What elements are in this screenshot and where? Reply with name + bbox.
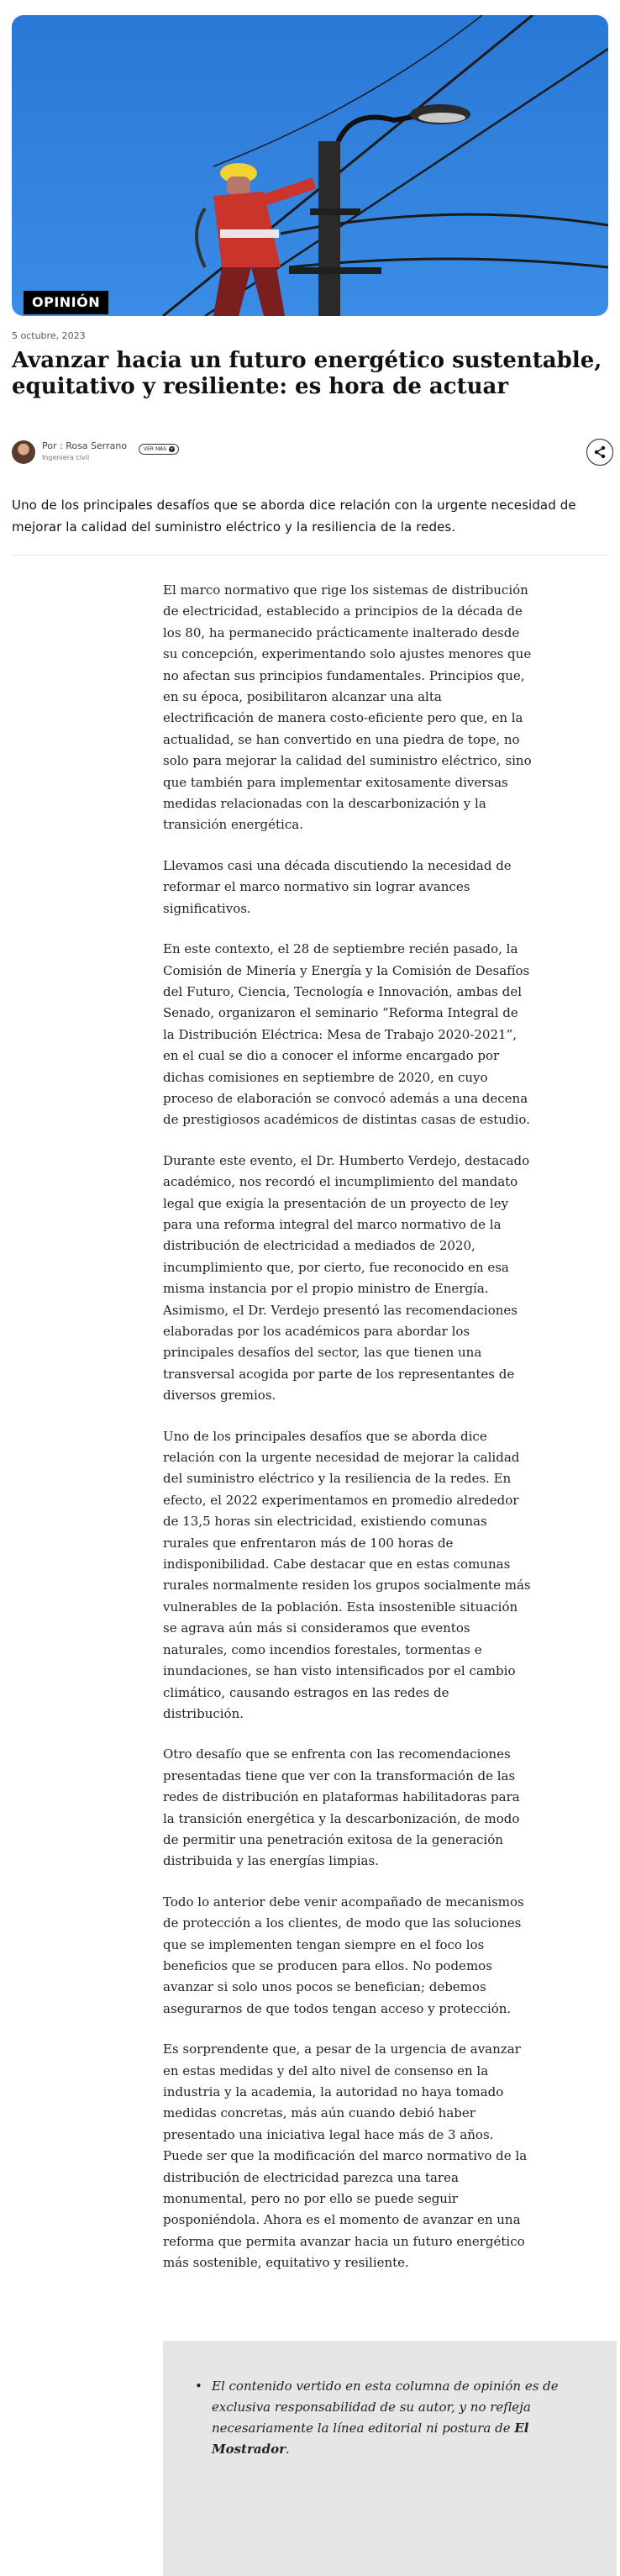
- hero-image: [12, 15, 608, 316]
- see-more-button[interactable]: [139, 444, 179, 455]
- body-paragraph: En este contexto, el 28 de septiembre recién pasado, la Comisión de Minería y Energía y la Comisión de Desafíos del Futuro, Ciencia, Tecnología e Innovación, ambas del Senado, organizaron el seminario “Reforma Integral de la Distribución Eléctrica: Mesa de Trabajo 2020-2021”, en el cual se dio a conocer el informe encargado por dichas comisiones en septiembre de 2020, en cuyo proceso de elaboración se convocó además a una decena de prestigiosos académicos de distintas casas de estudio.: [163, 941, 530, 1128]
- disclaimer-item: [212, 2376, 565, 2460]
- body-paragraph: Durante este evento, el Dr. Humberto Verdejo, destacado académico, nos recordó el incumplimiento del mandato legal que exigía la presentación de un proyecto de ley para una reforma integral del marco normativo de la distribución de electricidad a mediados de 2020, incumplimiento que, por cierto, fue reconocido en esa misma instancia por el propio ministro de Energía. Asimismo, el Dr. Verdejo presentó las recomendaciones elaboradas por los académicos para abordar los principales desafíos del sector, las que tienen una transversal acogida por parte de los representantes de diversos gremios.: [163, 1152, 530, 1404]
- outlet-name: El Mostrador: [212, 2421, 529, 2457]
- body-paragraph: Uno de los principales desafíos que se aborda dice relación con la urgente necesidad de mejorar la calidad del suministro eléctrico y la resiliencia de la redes. En efecto, el 2022 experimentamos en promedio alrededor de 13,5 horas sin electricidad, existiendo comunas rurales que enfrentaron más de 100 horas de indisponibilidad. Cabe destacar que en estas comunas rurales normalmente residen los grupos socialmente más vulnerables de la población. Esta insostenible situación se agrava aún más si consideramos que eventos naturales, como incendios forestales, tormentas e inundaciones, se han visto intensificados por el cambio climático, causando estragos en las redes de distribución.: [163, 1428, 531, 1721]
- body-paragraph: Todo lo anterior debe venir acompañado de mecanismos de protección a los clientes, de modo que las soluciones que se implementen tengan siempre en el foco los beneficios que se producen para ellos. No podemos avanzar si solo unos pocos se benefician; debemos asegurarnos de que todos tengan acceso y protección.: [163, 1894, 524, 2016]
- see-more-label: VER MÁS: [144, 446, 167, 452]
- byline: [12, 439, 615, 469]
- share-icon: [593, 445, 607, 459]
- plus-circle-icon: +: [170, 446, 175, 452]
- divider: [12, 555, 608, 556]
- author-name[interactable]: Por : Rosa Serrano: [42, 440, 128, 451]
- article-body: [163, 580, 533, 2294]
- publish-date: 5 octubre, 2023: [12, 330, 86, 341]
- author-avatar[interactable]: [12, 440, 35, 464]
- body-paragraph: Llevamos casi una década discutiendo la necesidad de reformar el marco normativo sin lograr avances significativos.: [163, 857, 512, 916]
- disclaimer-text: El contenido vertido en esta columna de opinión es de exclusiva responsabilidad de su autor, y no refleja necesariamente la línea editorial ni postura de: [212, 2378, 559, 2436]
- disclaimer-box: [163, 2341, 617, 2576]
- share-button[interactable]: [586, 439, 613, 466]
- body-paragraph: Es sorprendente que, a pesar de la urgencia de avanzar en estas medidas y del alto nivel de consenso en la industria y la academia, la autoridad no haya tomado medidas concretas, más aún cuando debió haber presentado una iniciativa legal hace más de 3 años. Puede ser que la modificación del marco normativo de la distribución de electricidad parezca una tarea monumental, pero no por ello se puede seguir posponiéndola. Ahora es el momento de avanzar en una reforma que permita avanzar hacia un futuro energético más sostenible, equitativo y resiliente.: [163, 2041, 528, 2271]
- body-paragraph: El marco normativo que rige los sistemas de distribución de electricidad, establecido a principios de la década de los 80, ha permanecido prácticamente inalterado desde su concepción, experimentando solo ajustes menores que no afectan sus principios fundamentales. Principios que, en su época, posibilitaron alcanzar una alta electrificación de manera costo-eficiente pero que, en la actualidad, se han convertido en una piedra de tope, no solo para mejorar la calidad del suministro eléctrico, sino que también para implementar exitosamente diversas medidas relacionadas con la descarbonización y la transición energética.: [163, 582, 532, 833]
- disclaimer-end: .: [286, 2442, 290, 2457]
- opinion-badge[interactable]: OPINIÓN: [24, 291, 108, 314]
- article-lead: Uno de los principales desafíos que se aborda dice relación con la urgente necesidad de mejorar la calidad del suministro eléctrico y la resiliencia de la redes.: [12, 498, 576, 535]
- body-paragraph: Otro desafío que se enfrenta con las recomendaciones presentadas tiene que ver con la transformación de las redes de distribución en plataformas habilitadoras para la transición energética y la descarbonización, de modo de permitir una penetración exitosa de la generación distribuida y las energías limpias.: [163, 1746, 520, 1869]
- article-title: Avanzar hacia un futuro energético sustentable, equitativo y resiliente: es hora de actuar: [12, 348, 602, 399]
- hero-illustration: [12, 15, 608, 316]
- author-role: Ingeniera civil: [42, 454, 90, 461]
